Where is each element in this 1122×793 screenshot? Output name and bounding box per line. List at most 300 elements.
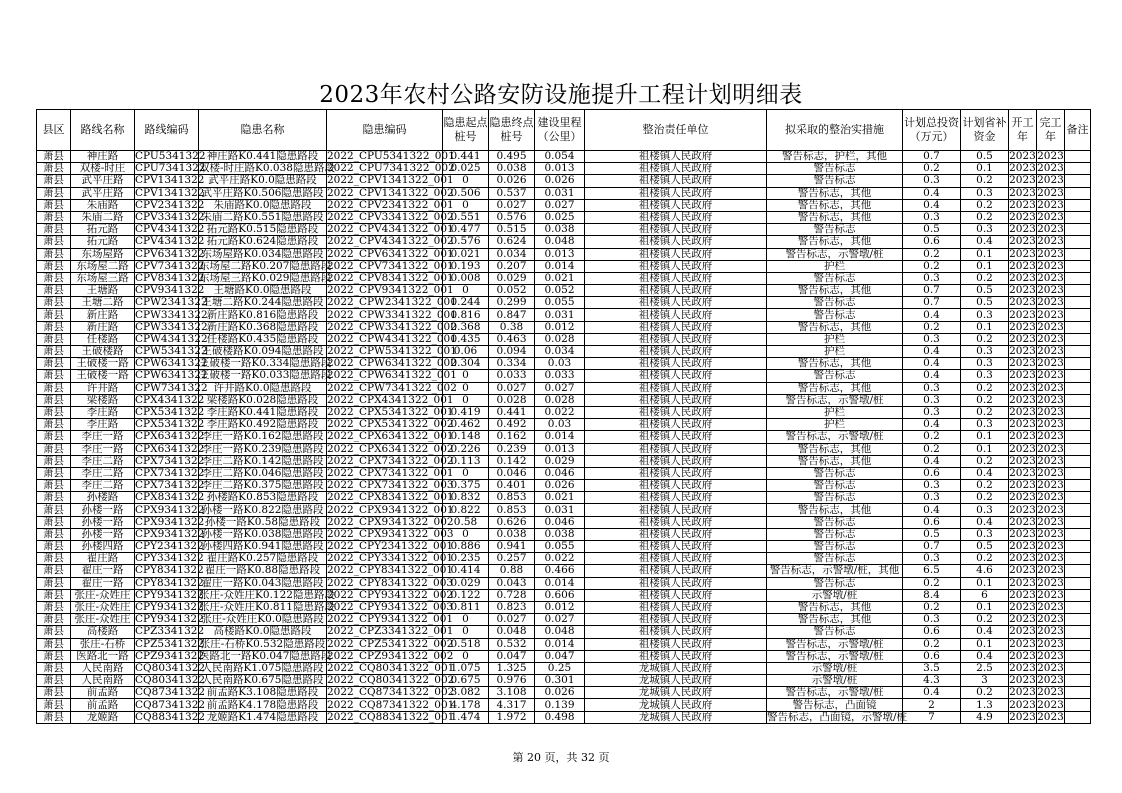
cell-end-year: 2023 xyxy=(1037,345,1064,358)
cell-route-code: CPX4341322 xyxy=(135,393,205,406)
cell-hazard-name: 神庄路K0.441隐患路段 xyxy=(199,151,327,163)
cell-provincial-subsidy: 0.2 xyxy=(961,382,1009,394)
cell-remarks xyxy=(1065,419,1091,431)
cell-total-investment: 0.4 xyxy=(903,504,961,516)
cell-measures: 警告标志，示警墩/桩 xyxy=(767,687,903,699)
cell-length-km: 0.013 xyxy=(535,443,585,455)
header-provincial-subsidy: 计划省补资金 xyxy=(961,110,1009,151)
table-row xyxy=(37,601,1091,613)
cell-provincial-subsidy: 3 xyxy=(961,675,1009,687)
cell-county: 萧县 xyxy=(37,321,71,333)
cell-measures: 警告标志 xyxy=(767,163,903,175)
cell-remarks xyxy=(1065,528,1091,540)
cell-start-year: 2023 xyxy=(1009,393,1036,406)
cell-responsible-unit: 祖楼镇人民政府 xyxy=(585,358,767,370)
cell-start-stake: 0.506 xyxy=(443,187,489,199)
cell-start-stake: 0.025 xyxy=(443,163,489,175)
cell-end-stake: 4.317 xyxy=(489,699,535,711)
cell-hazard-code: 2022_CPY9341322_001 xyxy=(327,613,454,626)
cell-length-km: 0.03 xyxy=(535,419,585,431)
cell-provincial-subsidy: 0.2 xyxy=(961,394,1009,406)
cell-route-code: CPX6341322 xyxy=(135,442,205,455)
cell-measures: 警告标志，护栏，其他 xyxy=(767,151,903,163)
cell-measures: 警告标志 xyxy=(767,272,903,284)
cell-hazard-name: 高楼路K0.0隐患路段 xyxy=(199,626,327,638)
cell-total-investment: 0.3 xyxy=(903,406,961,418)
cell-route-name: 东场屋二路 xyxy=(71,260,135,272)
cell-start-year: 2023 xyxy=(1009,576,1036,589)
cell-county: 萧县 xyxy=(37,662,71,674)
cell-remarks xyxy=(1065,187,1091,199)
cell-start-year: 2023 xyxy=(1009,271,1036,284)
table-row xyxy=(37,675,1091,687)
cell-end-year: 2023 xyxy=(1037,320,1064,333)
cell-hazard-code: 2022_CPU5341322_001 xyxy=(327,150,455,163)
cell-hazard-name: 朱庙路K0.0隐患路段 xyxy=(199,199,327,211)
cell-end-year: 2023 xyxy=(1037,271,1064,284)
table-row xyxy=(37,260,1091,272)
cell-hazard-code: 2022_CPX5341322_002 xyxy=(327,418,454,431)
cell-county: 萧县 xyxy=(37,358,71,370)
cell-start-year: 2023 xyxy=(1009,540,1036,553)
cell-provincial-subsidy: 4.9 xyxy=(961,711,1009,723)
cell-start-stake: 0.518 xyxy=(443,638,489,650)
cell-measures: 警告标志，其他 xyxy=(767,321,903,333)
cell-remarks xyxy=(1065,272,1091,284)
cell-start-year: 2023 xyxy=(1009,454,1036,467)
cell-hazard-name: 人民南路K0.675隐患路段 xyxy=(199,675,327,687)
cell-start-year: 2023 xyxy=(1009,418,1036,431)
cell-length-km: 0.029 xyxy=(535,455,585,467)
cell-end-stake: 0.142 xyxy=(489,455,535,467)
cell-end-year: 2023 xyxy=(1037,247,1064,260)
cell-end-year: 2023 xyxy=(1037,661,1064,674)
cell-total-investment: 0.2 xyxy=(903,431,961,443)
cell-start-stake: 0.008 xyxy=(443,272,489,284)
cell-county: 萧县 xyxy=(37,675,71,687)
cell-start-year: 2023 xyxy=(1009,491,1036,504)
cell-responsible-unit: 祖楼镇人民政府 xyxy=(585,297,767,309)
cell-route-code: CPV2341322 xyxy=(135,198,205,211)
cell-start-stake: 0 xyxy=(443,199,489,211)
cell-end-stake: 0.094 xyxy=(489,346,535,358)
cell-county: 萧县 xyxy=(37,272,71,284)
cell-remarks xyxy=(1065,601,1091,613)
cell-end-stake: 0.052 xyxy=(489,285,535,297)
cell-measures: 警告标志，其他 xyxy=(767,455,903,467)
cell-provincial-subsidy: 0.2 xyxy=(961,492,1009,504)
cell-remarks xyxy=(1065,553,1091,565)
cell-end-year: 2023 xyxy=(1037,332,1064,345)
cell-hazard-code: 2022_CQ80341322_002 xyxy=(327,674,455,687)
cell-end-year: 2023 xyxy=(1037,637,1064,650)
cell-start-year: 2023 xyxy=(1009,345,1036,358)
cell-end-year: 2023 xyxy=(1037,259,1064,272)
cell-start-year: 2023 xyxy=(1009,674,1036,687)
cell-route-code: CPX9341322 xyxy=(135,515,205,528)
cell-hazard-code: 2022_CPV3341322_002 xyxy=(327,211,454,224)
cell-hazard-code: 2022_CPY2341322_001 xyxy=(327,540,454,553)
cell-total-investment: 0.2 xyxy=(903,248,961,260)
cell-length-km: 0.031 xyxy=(535,504,585,516)
cell-county: 萧县 xyxy=(37,236,71,248)
cell-hazard-code: 2022_CPU7341322_002 xyxy=(327,162,455,175)
cell-route-name: 孙楼四路 xyxy=(71,541,135,553)
cell-provincial-subsidy: 0.1 xyxy=(961,163,1009,175)
header-start-stake: 隐患起点桩号 xyxy=(443,110,489,151)
cell-measures: 警告标志，示警墩/桩 xyxy=(767,650,903,662)
cell-hazard-code: 2022_CPY8341322_003 xyxy=(327,576,454,589)
cell-measures: 警告标志，其他 xyxy=(767,601,903,613)
cell-route-code: CPZ5341322 xyxy=(135,637,205,650)
cell-hazard-name: 张庄-众姓庄K0.811隐患路段 xyxy=(199,601,335,614)
cell-measures: 警告标志 xyxy=(767,370,903,382)
cell-end-year: 2023 xyxy=(1037,710,1064,723)
cell-county: 萧县 xyxy=(37,504,71,516)
cell-responsible-unit: 祖楼镇人民政府 xyxy=(585,370,767,382)
cell-provincial-subsidy: 0.3 xyxy=(961,224,1009,236)
cell-county: 萧县 xyxy=(37,492,71,504)
cell-county: 萧县 xyxy=(37,260,71,272)
cell-end-stake: 0.029 xyxy=(489,272,535,284)
cell-measures: 警告标志 xyxy=(767,175,903,187)
cell-hazard-code: 2022_CQ87341322_002 xyxy=(327,686,455,699)
cell-measures: 护栏 xyxy=(767,260,903,272)
cell-total-investment: 0.3 xyxy=(903,175,961,187)
cell-provincial-subsidy: 0.4 xyxy=(961,626,1009,638)
cell-start-stake: 0 xyxy=(443,382,489,394)
cell-length-km: 0.021 xyxy=(535,492,585,504)
cell-remarks xyxy=(1065,370,1091,382)
cell-route-name: 东场屋三路 xyxy=(71,272,135,284)
cell-length-km: 0.014 xyxy=(535,431,585,443)
table-row xyxy=(37,211,1091,223)
cell-start-year: 2023 xyxy=(1009,430,1036,443)
cell-total-investment: 0.6 xyxy=(903,516,961,528)
cell-length-km: 0.25 xyxy=(535,662,585,674)
cell-responsible-unit: 祖楼镇人民政府 xyxy=(585,541,767,553)
cell-provincial-subsidy: 0.1 xyxy=(961,248,1009,260)
table-row xyxy=(37,541,1091,553)
cell-end-year: 2023 xyxy=(1037,564,1064,577)
cell-length-km: 0.028 xyxy=(535,394,585,406)
cell-county: 萧县 xyxy=(37,309,71,321)
table-row xyxy=(37,638,1091,650)
cell-end-stake: 0.048 xyxy=(489,626,535,638)
cell-total-investment: 0.4 xyxy=(903,455,961,467)
cell-start-year: 2023 xyxy=(1009,552,1036,565)
cell-measures: 警告标志 xyxy=(767,224,903,236)
table-row xyxy=(37,394,1091,406)
cell-remarks xyxy=(1065,236,1091,248)
cell-provincial-subsidy: 0.4 xyxy=(961,236,1009,248)
cell-county: 萧县 xyxy=(37,711,71,723)
cell-route-code: CPX9341322 xyxy=(135,527,205,540)
cell-hazard-name: 张庄-众姓庄K0.122隐患路段 xyxy=(199,588,335,601)
cell-route-code: CPW3341322 xyxy=(135,308,208,321)
cell-route-code: CPV4341322 xyxy=(135,235,205,248)
cell-start-year: 2023 xyxy=(1009,613,1036,626)
cell-route-name: 张庄-众姓庄 xyxy=(71,614,135,626)
cell-provincial-subsidy: 0.4 xyxy=(961,516,1009,528)
cell-county: 萧县 xyxy=(37,297,71,309)
cell-responsible-unit: 祖楼镇人民政府 xyxy=(585,467,767,479)
page-footer: 第 20 页，共 32 页 xyxy=(512,751,610,764)
table-row xyxy=(37,297,1091,309)
cell-route-name: 梁楼路 xyxy=(71,394,135,406)
table-row xyxy=(37,528,1091,540)
cell-start-stake: 0.06 xyxy=(443,346,489,358)
cell-route-name: 张庄-石桥 xyxy=(71,638,135,650)
cell-route-code: CPV1341322 xyxy=(135,186,205,199)
cell-start-stake: 0.021 xyxy=(443,248,489,260)
cell-length-km: 0.027 xyxy=(535,199,585,211)
cell-route-code: CQ80341322 xyxy=(135,674,206,687)
cell-start-stake: 0.193 xyxy=(443,260,489,272)
header-route-name: 路线名称 xyxy=(71,110,135,151)
cell-total-investment: 0.4 xyxy=(903,346,961,358)
cell-county: 萧县 xyxy=(37,187,71,199)
cell-responsible-unit: 祖楼镇人民政府 xyxy=(585,175,767,187)
cell-end-year: 2023 xyxy=(1037,198,1064,211)
cell-start-stake: 0.244 xyxy=(443,297,489,309)
cell-route-name: 神庄路 xyxy=(71,151,135,163)
cell-remarks xyxy=(1065,224,1091,236)
cell-total-investment: 6.5 xyxy=(903,565,961,577)
cell-end-year: 2023 xyxy=(1037,588,1064,601)
cell-route-code: CPY2341322 xyxy=(135,540,204,553)
cell-route-code: CPX5341322 xyxy=(135,406,205,419)
cell-end-stake: 0.515 xyxy=(489,224,535,236)
cell-remarks xyxy=(1065,248,1091,260)
cell-route-name: 人民南路 xyxy=(71,675,135,687)
header-end-stake: 隐患终点桩号 xyxy=(489,110,535,151)
table-row xyxy=(37,492,1091,504)
cell-hazard-code: 2022_CPX6341322_002 xyxy=(327,442,454,455)
cell-hazard-code: 2022_CPX4341322_001 xyxy=(327,393,454,406)
cell-total-investment: 0.3 xyxy=(903,211,961,223)
cell-route-name: 李庄二路 xyxy=(71,455,135,467)
cell-end-stake: 1.972 xyxy=(489,711,535,723)
cell-measures: 警告标志 xyxy=(767,480,903,492)
cell-county: 萧县 xyxy=(37,528,71,540)
cell-start-year: 2023 xyxy=(1009,198,1036,211)
cell-hazard-name: 翟庄路K0.257隐患路段 xyxy=(199,553,327,565)
cell-measures: 示警墩/桩 xyxy=(767,589,903,601)
cell-length-km: 0.013 xyxy=(535,248,585,260)
cell-provincial-subsidy: 0.1 xyxy=(961,321,1009,333)
cell-end-stake: 0.492 xyxy=(489,419,535,431)
cell-end-year: 2023 xyxy=(1037,649,1064,662)
table-row xyxy=(37,504,1091,516)
cell-hazard-code: 2022_CQ80341322_001 xyxy=(327,661,455,674)
cell-end-year: 2023 xyxy=(1037,503,1064,516)
cell-measures: 护栏 xyxy=(767,419,903,431)
cell-remarks xyxy=(1065,382,1091,394)
cell-provincial-subsidy: 1.3 xyxy=(961,699,1009,711)
cell-length-km: 0.034 xyxy=(535,346,585,358)
cell-end-year: 2023 xyxy=(1037,527,1064,540)
cell-provincial-subsidy: 0.2 xyxy=(961,199,1009,211)
cell-county: 萧县 xyxy=(37,589,71,601)
cell-provincial-subsidy: 0.5 xyxy=(961,541,1009,553)
cell-county: 萧县 xyxy=(37,285,71,297)
cell-hazard-code: 2022_CPW2341322_001 xyxy=(327,296,457,309)
cell-county: 萧县 xyxy=(37,577,71,589)
cell-end-year: 2023 xyxy=(1037,162,1064,175)
cell-start-stake: 1.474 xyxy=(443,711,489,723)
cell-start-stake: 0.576 xyxy=(443,236,489,248)
cell-hazard-code: 2022_CPW5341322_001 xyxy=(327,345,457,358)
cell-route-code: CPV1341322 xyxy=(135,174,205,187)
cell-route-code: CPY8341322 xyxy=(135,576,204,589)
cell-hazard-code: 2022_CPV8341322_001 xyxy=(327,271,454,284)
cell-start-stake: 0 xyxy=(443,394,489,406)
cell-total-investment: 0.7 xyxy=(903,151,961,163)
cell-length-km: 0.048 xyxy=(535,626,585,638)
cell-total-investment: 0.7 xyxy=(903,541,961,553)
cell-end-stake: 0.941 xyxy=(489,541,535,553)
cell-total-investment: 0.3 xyxy=(903,553,961,565)
plan-table xyxy=(36,109,1091,724)
cell-hazard-code: 2022_CPV9341322_001 xyxy=(327,284,454,297)
page-title: 2023年农村公路安防设施提升工程计划明细表 xyxy=(319,82,803,108)
cell-length-km: 0.022 xyxy=(535,406,585,418)
cell-route-name: 双楼-时庄 xyxy=(71,163,135,175)
cell-hazard-name: 东场屋三路K0.029隐患路段 xyxy=(199,271,332,284)
cell-responsible-unit: 龙城镇人民政府 xyxy=(585,687,767,699)
cell-route-name: 前孟路 xyxy=(71,699,135,711)
cell-end-stake: 0.047 xyxy=(489,650,535,662)
cell-route-code: CPU7341322 xyxy=(135,162,206,175)
cell-start-year: 2023 xyxy=(1009,649,1036,662)
cell-start-year: 2023 xyxy=(1009,369,1036,382)
cell-end-stake: 0.034 xyxy=(489,248,535,260)
header-measures: 拟采取的整治实措施 xyxy=(767,110,903,151)
cell-start-stake: 0.462 xyxy=(443,419,489,431)
cell-total-investment: 0.6 xyxy=(903,236,961,248)
cell-measures: 警告标志，其他 xyxy=(767,382,903,394)
cell-responsible-unit: 祖楼镇人民政府 xyxy=(585,492,767,504)
cell-end-year: 2023 xyxy=(1037,150,1064,163)
cell-county: 萧县 xyxy=(37,614,71,626)
cell-total-investment: 0.2 xyxy=(903,260,961,272)
cell-total-investment: 0.3 xyxy=(903,492,961,504)
cell-responsible-unit: 祖楼镇人民政府 xyxy=(585,516,767,528)
cell-responsible-unit: 祖楼镇人民政府 xyxy=(585,601,767,613)
cell-end-stake: 0.88 xyxy=(489,565,535,577)
cell-remarks xyxy=(1065,565,1091,577)
table-row xyxy=(37,272,1091,284)
cell-route-name: 张庄-众姓庄 xyxy=(71,589,135,601)
cell-county: 萧县 xyxy=(37,248,71,260)
cell-route-code: CPV9341322 xyxy=(135,284,205,297)
cell-route-code: CPU5341322 xyxy=(135,150,206,163)
cell-total-investment: 0.7 xyxy=(903,297,961,309)
cell-provincial-subsidy: 0.2 xyxy=(961,480,1009,492)
table-row xyxy=(37,650,1091,662)
cell-total-investment: 0.6 xyxy=(903,650,961,662)
cell-length-km: 0.046 xyxy=(535,516,585,528)
cell-remarks xyxy=(1065,346,1091,358)
cell-route-name: 李庄一路 xyxy=(71,443,135,455)
cell-end-stake: 0.626 xyxy=(489,516,535,528)
cell-start-stake: 0.822 xyxy=(443,504,489,516)
cell-provincial-subsidy: 0.2 xyxy=(961,406,1009,418)
cell-end-year: 2023 xyxy=(1037,601,1064,614)
cell-total-investment: 0.6 xyxy=(903,467,961,479)
cell-provincial-subsidy: 0.2 xyxy=(961,553,1009,565)
cell-remarks xyxy=(1065,199,1091,211)
cell-start-stake: 0.419 xyxy=(443,406,489,418)
cell-responsible-unit: 祖楼镇人民政府 xyxy=(585,211,767,223)
cell-county: 萧县 xyxy=(37,394,71,406)
cell-hazard-code: 2022_CPX9341322_001 xyxy=(327,503,454,516)
cell-hazard-code: 2022_CPX5341322_001 xyxy=(327,406,454,419)
cell-responsible-unit: 祖楼镇人民政府 xyxy=(585,248,767,260)
cell-start-stake: 0.029 xyxy=(443,577,489,589)
cell-end-stake: 0.847 xyxy=(489,309,535,321)
cell-length-km: 0.031 xyxy=(535,187,585,199)
cell-county: 萧县 xyxy=(37,382,71,394)
cell-responsible-unit: 祖楼镇人民政府 xyxy=(585,382,767,394)
cell-length-km: 0.021 xyxy=(535,272,585,284)
table-row xyxy=(37,577,1091,589)
cell-remarks xyxy=(1065,638,1091,650)
cell-measures: 警告标志，其他 xyxy=(767,504,903,516)
cell-county: 萧县 xyxy=(37,480,71,492)
cell-length-km: 0.026 xyxy=(535,175,585,187)
cell-route-code: CPX9341322 xyxy=(135,503,205,516)
cell-total-investment: 0.7 xyxy=(903,285,961,297)
cell-hazard-name: 孙楼四路K0.941隐患路段 xyxy=(199,541,327,553)
cell-responsible-unit: 祖楼镇人民政府 xyxy=(585,614,767,626)
table-row xyxy=(37,248,1091,260)
cell-hazard-code: 2022_CPX6341322_001 xyxy=(327,430,454,443)
cell-end-stake: 0.976 xyxy=(489,675,535,687)
cell-length-km: 0.055 xyxy=(535,297,585,309)
cell-start-stake: 0.235 xyxy=(443,553,489,565)
cell-county: 萧县 xyxy=(37,443,71,455)
cell-hazard-code: 2022_CPV4341322_001 xyxy=(327,223,454,236)
header-responsible-unit: 整治责任单位 xyxy=(585,110,767,151)
cell-responsible-unit: 祖楼镇人民政府 xyxy=(585,260,767,272)
cell-length-km: 0.027 xyxy=(535,382,585,394)
cell-provincial-subsidy: 0.3 xyxy=(961,504,1009,516)
cell-start-year: 2023 xyxy=(1009,211,1036,224)
cell-hazard-code: 2022_CPV1341322_001 xyxy=(327,174,454,187)
cell-end-stake: 0.38 xyxy=(489,321,535,333)
cell-route-name: 李庄路 xyxy=(71,419,135,431)
cell-route-code: CQ80341322 xyxy=(135,661,206,674)
cell-end-stake: 0.257 xyxy=(489,553,535,565)
cell-county: 萧县 xyxy=(37,175,71,187)
cell-route-code: CPV6341322 xyxy=(135,247,205,260)
cell-hazard-code: 2022_CQ88341322_001 xyxy=(327,710,455,723)
cell-measures: 警告标志，凸面镜，示警墩/桩 xyxy=(767,710,908,723)
cell-length-km: 0.033 xyxy=(535,370,585,382)
table-row xyxy=(37,589,1091,601)
cell-measures: 警告标志 xyxy=(767,528,903,540)
cell-county: 萧县 xyxy=(37,516,71,528)
cell-remarks xyxy=(1065,650,1091,662)
cell-route-name: 人民南路 xyxy=(71,662,135,674)
header-remarks: 备注 xyxy=(1065,110,1091,151)
cell-route-code: CPW6341322 xyxy=(135,369,208,382)
cell-hazard-name: 李庄一路K0.239隐患路段 xyxy=(199,443,327,455)
table-row xyxy=(37,199,1091,211)
cell-hazard-name: 李庄二路K0.142隐患路段 xyxy=(199,455,327,467)
